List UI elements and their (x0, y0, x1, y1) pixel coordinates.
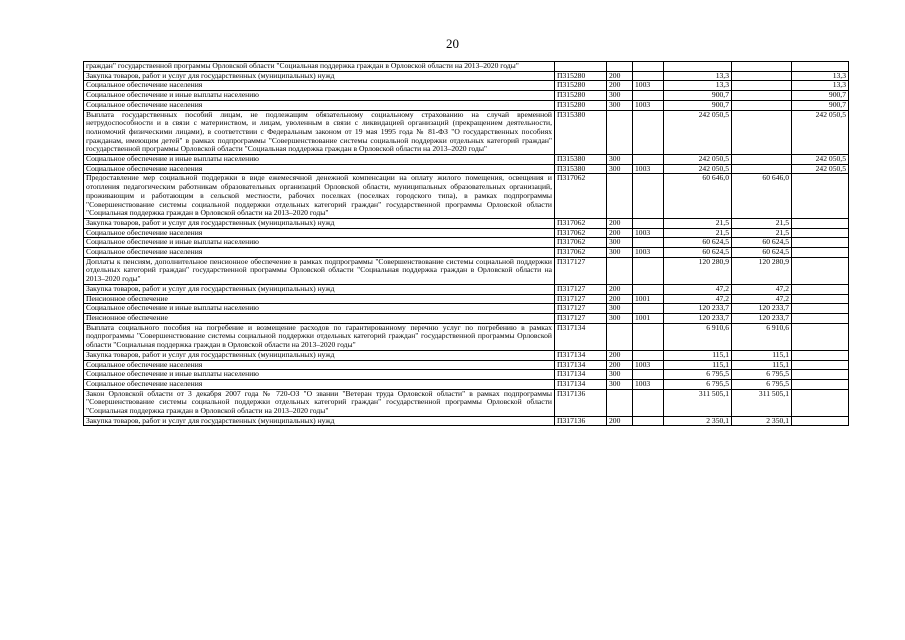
cell-target-code: П315280 (555, 91, 607, 101)
cell-expense-type: 300 (607, 313, 633, 323)
table-row (84, 370, 849, 380)
cell-expense-type: 200 (607, 416, 633, 426)
cell-target-code: П317062 (555, 238, 607, 248)
cell-amount-federal: 13,3 (792, 71, 849, 81)
table-row (84, 110, 849, 155)
cell-amount-regional (732, 155, 792, 165)
cell-amount-regional: 115,1 (732, 360, 792, 370)
cell-target-code: П317127 (555, 313, 607, 323)
cell-amount-total: 21,5 (664, 228, 732, 238)
cell-amount-regional: 311 505,1 (732, 389, 792, 416)
cell-amount-federal (792, 323, 849, 350)
cell-expense-type: 200 (607, 350, 633, 360)
cell-expense-type: 300 (607, 164, 633, 174)
cell-section-code: 1003 (633, 248, 664, 258)
cell-amount-regional: 21,5 (732, 218, 792, 228)
table-row (84, 238, 849, 248)
table-row (84, 389, 849, 416)
cell-target-code: П317127 (555, 294, 607, 304)
cell-description: Закупка товаров, работ и услуг для государственных (муниципальных) нужд (84, 218, 555, 228)
cell-description: Закупка товаров, работ и услуг для государственных (муниципальных) нужд (84, 284, 555, 294)
cell-amount-total: 242 050,5 (664, 110, 732, 155)
cell-amount-total: 120 233,7 (664, 313, 732, 323)
cell-target-code: П315280 (555, 81, 607, 91)
cell-section-code: 1001 (633, 313, 664, 323)
cell-amount-federal (792, 379, 849, 389)
cell-section-code (633, 218, 664, 228)
cell-amount-total: 900,7 (664, 100, 732, 110)
cell-section-code: 1003 (633, 100, 664, 110)
cell-description: Социальное обеспечение населения (84, 360, 555, 370)
cell-amount-total: 120 233,7 (664, 304, 732, 314)
cell-description: Социальное обеспечение населения (84, 228, 555, 238)
cell-target-code: П317062 (555, 174, 607, 219)
cell-amount-federal: 900,7 (792, 91, 849, 101)
cell-amount-federal (792, 350, 849, 360)
cell-section-code (633, 71, 664, 81)
cell-amount-total: 900,7 (664, 91, 732, 101)
cell-amount-total: 242 050,5 (664, 164, 732, 174)
cell-section-code: 1003 (633, 379, 664, 389)
cell-description: Социальное обеспечение населения (84, 81, 555, 91)
cell-description: Закупка товаров, работ и услуг для государственных (муниципальных) нужд (84, 416, 555, 426)
cell-amount-total: 60 646,0 (664, 174, 732, 219)
cell-description: Выплата социального пособия на погребение и возмещение расходов по гарантированному перечню услуг по погребению в рамках подпрограммы "Совершенствование системы социальной поддержки отдельных категорий граждан" государственной программы Орловской области "Социальная поддержка граждан в Орловской области на 2013–2020 годы" (84, 323, 555, 350)
cell-amount-federal (792, 389, 849, 416)
cell-amount-regional (732, 91, 792, 101)
table-row (84, 350, 849, 360)
cell-section-code (633, 238, 664, 248)
cell-amount-regional: 6 910,6 (732, 323, 792, 350)
cell-section-code (633, 91, 664, 101)
cell-description: Закупка товаров, работ и услуг для государственных (муниципальных) нужд (84, 350, 555, 360)
cell-expense-type (607, 323, 633, 350)
cell-amount-federal (792, 294, 849, 304)
table-row (84, 164, 849, 174)
cell-amount-federal: 13,3 (792, 81, 849, 91)
cell-description: Выплата государственных пособий лицам, не подлежащим обязательному социальному страхованию на случай временной нетрудоспособности и в связи с материнством, и лицам, уволенным в связи с ликвидацией организаций (прекращением деятельности, полномочий физическими лицами), в соответствии с Федеральным законом от 19 мая 1995 года № 81-ФЗ "О государственных пособиях гражданам, имеющим детей" в рамках подпрограммы "Совершенствование системы социальной поддержки отдельных категорий граждан" государственной программы Орловской области "Социальная поддержка граждан в Орловской области на 2013–2020 годы" (84, 110, 555, 155)
cell-section-code (633, 323, 664, 350)
cell-target-code: П317062 (555, 228, 607, 238)
cell-expense-type: 300 (607, 304, 633, 314)
table-row (84, 323, 849, 350)
cell-target-code: П317127 (555, 257, 607, 284)
cell-amount-regional: 60 646,0 (732, 174, 792, 219)
cell-amount-federal: 900,7 (792, 100, 849, 110)
cell-section-code: 1003 (633, 81, 664, 91)
cell-amount-regional (732, 110, 792, 155)
cell-amount-total: 115,1 (664, 360, 732, 370)
cell-amount-federal: 242 050,5 (792, 164, 849, 174)
cell-amount-regional (732, 100, 792, 110)
cell-amount-total: 47,2 (664, 294, 732, 304)
cell-amount-total: 6 795,5 (664, 370, 732, 380)
cell-amount-regional (732, 81, 792, 91)
cell-amount-federal (792, 238, 849, 248)
cell-section-code: 1003 (633, 228, 664, 238)
cell-section-code (633, 389, 664, 416)
cell-expense-type: 200 (607, 284, 633, 294)
cell-description: Социальное обеспечение населения (84, 164, 555, 174)
cell-amount-total: 21,5 (664, 218, 732, 228)
cell-section-code: 1003 (633, 164, 664, 174)
cell-target-code: П315380 (555, 110, 607, 155)
cell-amount-federal (792, 174, 849, 219)
table-row (84, 294, 849, 304)
cell-expense-type: 300 (607, 379, 633, 389)
cell-target-code: П317136 (555, 416, 607, 426)
cell-expense-type (607, 257, 633, 284)
cell-amount-federal (792, 284, 849, 294)
cell-amount-regional (732, 62, 792, 72)
cell-amount-federal (792, 257, 849, 284)
cell-amount-total: 60 624,5 (664, 238, 732, 248)
cell-description: Закон Орловской области от 3 декабря 2007 года № 720-ОЗ "О звании "Ветеран труда Орловской области" в рамках подпрограммы "Совершенствование системы социальной поддержки отдельных категорий граждан" государственной программы Орловской области "Социальная поддержка граждан в Орловской области на 2013–2020 годы" (84, 389, 555, 416)
cell-amount-federal (792, 218, 849, 228)
cell-expense-type: 300 (607, 91, 633, 101)
cell-amount-regional: 120 233,7 (732, 304, 792, 314)
table-row (84, 91, 849, 101)
cell-expense-type: 200 (607, 360, 633, 370)
cell-amount-total: 60 624,5 (664, 248, 732, 258)
cell-expense-type: 300 (607, 155, 633, 165)
cell-target-code: П317136 (555, 389, 607, 416)
cell-target-code: П315280 (555, 100, 607, 110)
cell-expense-type (607, 62, 633, 72)
cell-section-code: 1001 (633, 294, 664, 304)
cell-target-code: П317062 (555, 218, 607, 228)
cell-target-code: П317134 (555, 379, 607, 389)
cell-section-code (633, 284, 664, 294)
cell-expense-type: 300 (607, 238, 633, 248)
cell-expense-type (607, 389, 633, 416)
cell-expense-type: 300 (607, 370, 633, 380)
cell-amount-regional: 120 233,7 (732, 313, 792, 323)
cell-expense-type: 200 (607, 71, 633, 81)
table-row (84, 155, 849, 165)
cell-description: Закупка товаров, работ и услуг для государственных (муниципальных) нужд (84, 71, 555, 81)
cell-description: Социальное обеспечение и иные выплаты населению (84, 370, 555, 380)
cell-expense-type: 200 (607, 294, 633, 304)
table-row (84, 313, 849, 323)
table-row (84, 228, 849, 238)
cell-expense-type: 300 (607, 248, 633, 258)
table-row (84, 416, 849, 426)
cell-amount-federal: 242 050,5 (792, 155, 849, 165)
cell-target-code: П317127 (555, 304, 607, 314)
cell-amount-regional: 6 795,5 (732, 370, 792, 380)
cell-expense-type (607, 110, 633, 155)
cell-amount-regional: 115,1 (732, 350, 792, 360)
cell-section-code (633, 370, 664, 380)
cell-description: граждан" государственной программы Орловской области "Социальная поддержка граждан в Орловской области на 2013–2020 годы" (84, 62, 555, 72)
cell-description: Социальное обеспечение населения (84, 100, 555, 110)
cell-expense-type: 300 (607, 100, 633, 110)
cell-section-code (633, 110, 664, 155)
cell-amount-regional: 47,2 (732, 284, 792, 294)
cell-target-code: П317127 (555, 284, 607, 294)
cell-description: Предоставление мер социальной поддержки в виде ежемесячной денежной компенсации на оплату жилого помещения, освещения и отопления педагогическим работникам образовательных организаций Орловской области, муниципальных образовательных организаций, проживающим и работающим в сельской местности, рабочих поселках (поселках городского типа), в рамках подпрограммы "Совершенствование системы социальной поддержки отдельных категорий граждан" государственной программы Орловской области "Социальная поддержка граждан в Орловской области на 2013–2020 годы" (84, 174, 555, 219)
table-row (84, 248, 849, 258)
cell-amount-regional: 47,2 (732, 294, 792, 304)
cell-amount-federal (792, 248, 849, 258)
cell-section-code (633, 257, 664, 284)
cell-amount-total: 13,3 (664, 71, 732, 81)
cell-amount-total: 13,3 (664, 81, 732, 91)
cell-amount-federal (792, 304, 849, 314)
cell-target-code (555, 62, 607, 72)
cell-description: Социальное обеспечение населения (84, 379, 555, 389)
cell-amount-total (664, 62, 732, 72)
cell-amount-total: 115,1 (664, 350, 732, 360)
cell-target-code: П317134 (555, 370, 607, 380)
cell-amount-total: 6 795,5 (664, 379, 732, 389)
cell-amount-federal (792, 370, 849, 380)
table-row (84, 218, 849, 228)
table-row (84, 284, 849, 294)
cell-target-code: П315380 (555, 164, 607, 174)
table-row (84, 174, 849, 219)
table-row (84, 379, 849, 389)
cell-expense-type: 200 (607, 218, 633, 228)
cell-description: Доплаты к пенсиям, дополнительное пенсионное обеспечение в рамках подпрограммы "Совершенствование системы социальной поддержки отдельных категорий граждан" государственной программы Орловской области "Социальная поддержка граждан в Орловской области на 2013–2020 годы" (84, 257, 555, 284)
cell-amount-regional: 2 350,1 (732, 416, 792, 426)
table-row (84, 100, 849, 110)
page-number: 20 (446, 36, 459, 51)
cell-target-code: П317134 (555, 360, 607, 370)
table-row (84, 304, 849, 314)
cell-expense-type: 200 (607, 81, 633, 91)
cell-amount-regional: 6 795,5 (732, 379, 792, 389)
cell-amount-total: 6 910,6 (664, 323, 732, 350)
cell-amount-regional: 60 624,5 (732, 248, 792, 258)
cell-amount-federal (792, 62, 849, 72)
cell-target-code: П317062 (555, 248, 607, 258)
cell-target-code: П317134 (555, 350, 607, 360)
cell-section-code (633, 174, 664, 219)
cell-section-code (633, 62, 664, 72)
cell-description: Социальное обеспечение и иные выплаты населению (84, 238, 555, 248)
cell-amount-total: 2 350,1 (664, 416, 732, 426)
cell-description: Пенсионное обеспечение (84, 313, 555, 323)
cell-amount-federal: 242 050,5 (792, 110, 849, 155)
cell-amount-total: 242 050,5 (664, 155, 732, 165)
cell-amount-regional (732, 71, 792, 81)
cell-description: Социальное обеспечение и иные выплаты населению (84, 304, 555, 314)
cell-amount-regional: 21,5 (732, 228, 792, 238)
cell-description: Социальное обеспечение населения (84, 248, 555, 258)
cell-amount-total: 47,2 (664, 284, 732, 294)
cell-amount-regional: 60 624,5 (732, 238, 792, 248)
cell-description: Социальное обеспечение и иные выплаты населению (84, 91, 555, 101)
cell-target-code: П315380 (555, 155, 607, 165)
cell-description: Социальное обеспечение и иные выплаты населению (84, 155, 555, 165)
cell-amount-regional: 120 280,9 (732, 257, 792, 284)
cell-amount-federal (792, 360, 849, 370)
cell-expense-type (607, 174, 633, 219)
table-body (84, 62, 849, 426)
table-row (84, 81, 849, 91)
cell-section-code (633, 304, 664, 314)
cell-expense-type: 200 (607, 228, 633, 238)
cell-target-code: П317134 (555, 323, 607, 350)
table-row (84, 257, 849, 284)
cell-amount-total: 120 280,9 (664, 257, 732, 284)
cell-amount-federal (792, 228, 849, 238)
cell-amount-federal (792, 416, 849, 426)
table-row (84, 360, 849, 370)
cell-amount-total: 311 505,1 (664, 389, 732, 416)
cell-target-code: П315280 (555, 71, 607, 81)
cell-amount-regional (732, 164, 792, 174)
cell-amount-federal (792, 313, 849, 323)
cell-section-code (633, 155, 664, 165)
table-row (84, 71, 849, 81)
cell-section-code (633, 416, 664, 426)
table-row (84, 62, 849, 72)
cell-description: Пенсионное обеспечение (84, 294, 555, 304)
cell-section-code (633, 350, 664, 360)
cell-section-code: 1003 (633, 360, 664, 370)
budget-table (83, 61, 849, 426)
